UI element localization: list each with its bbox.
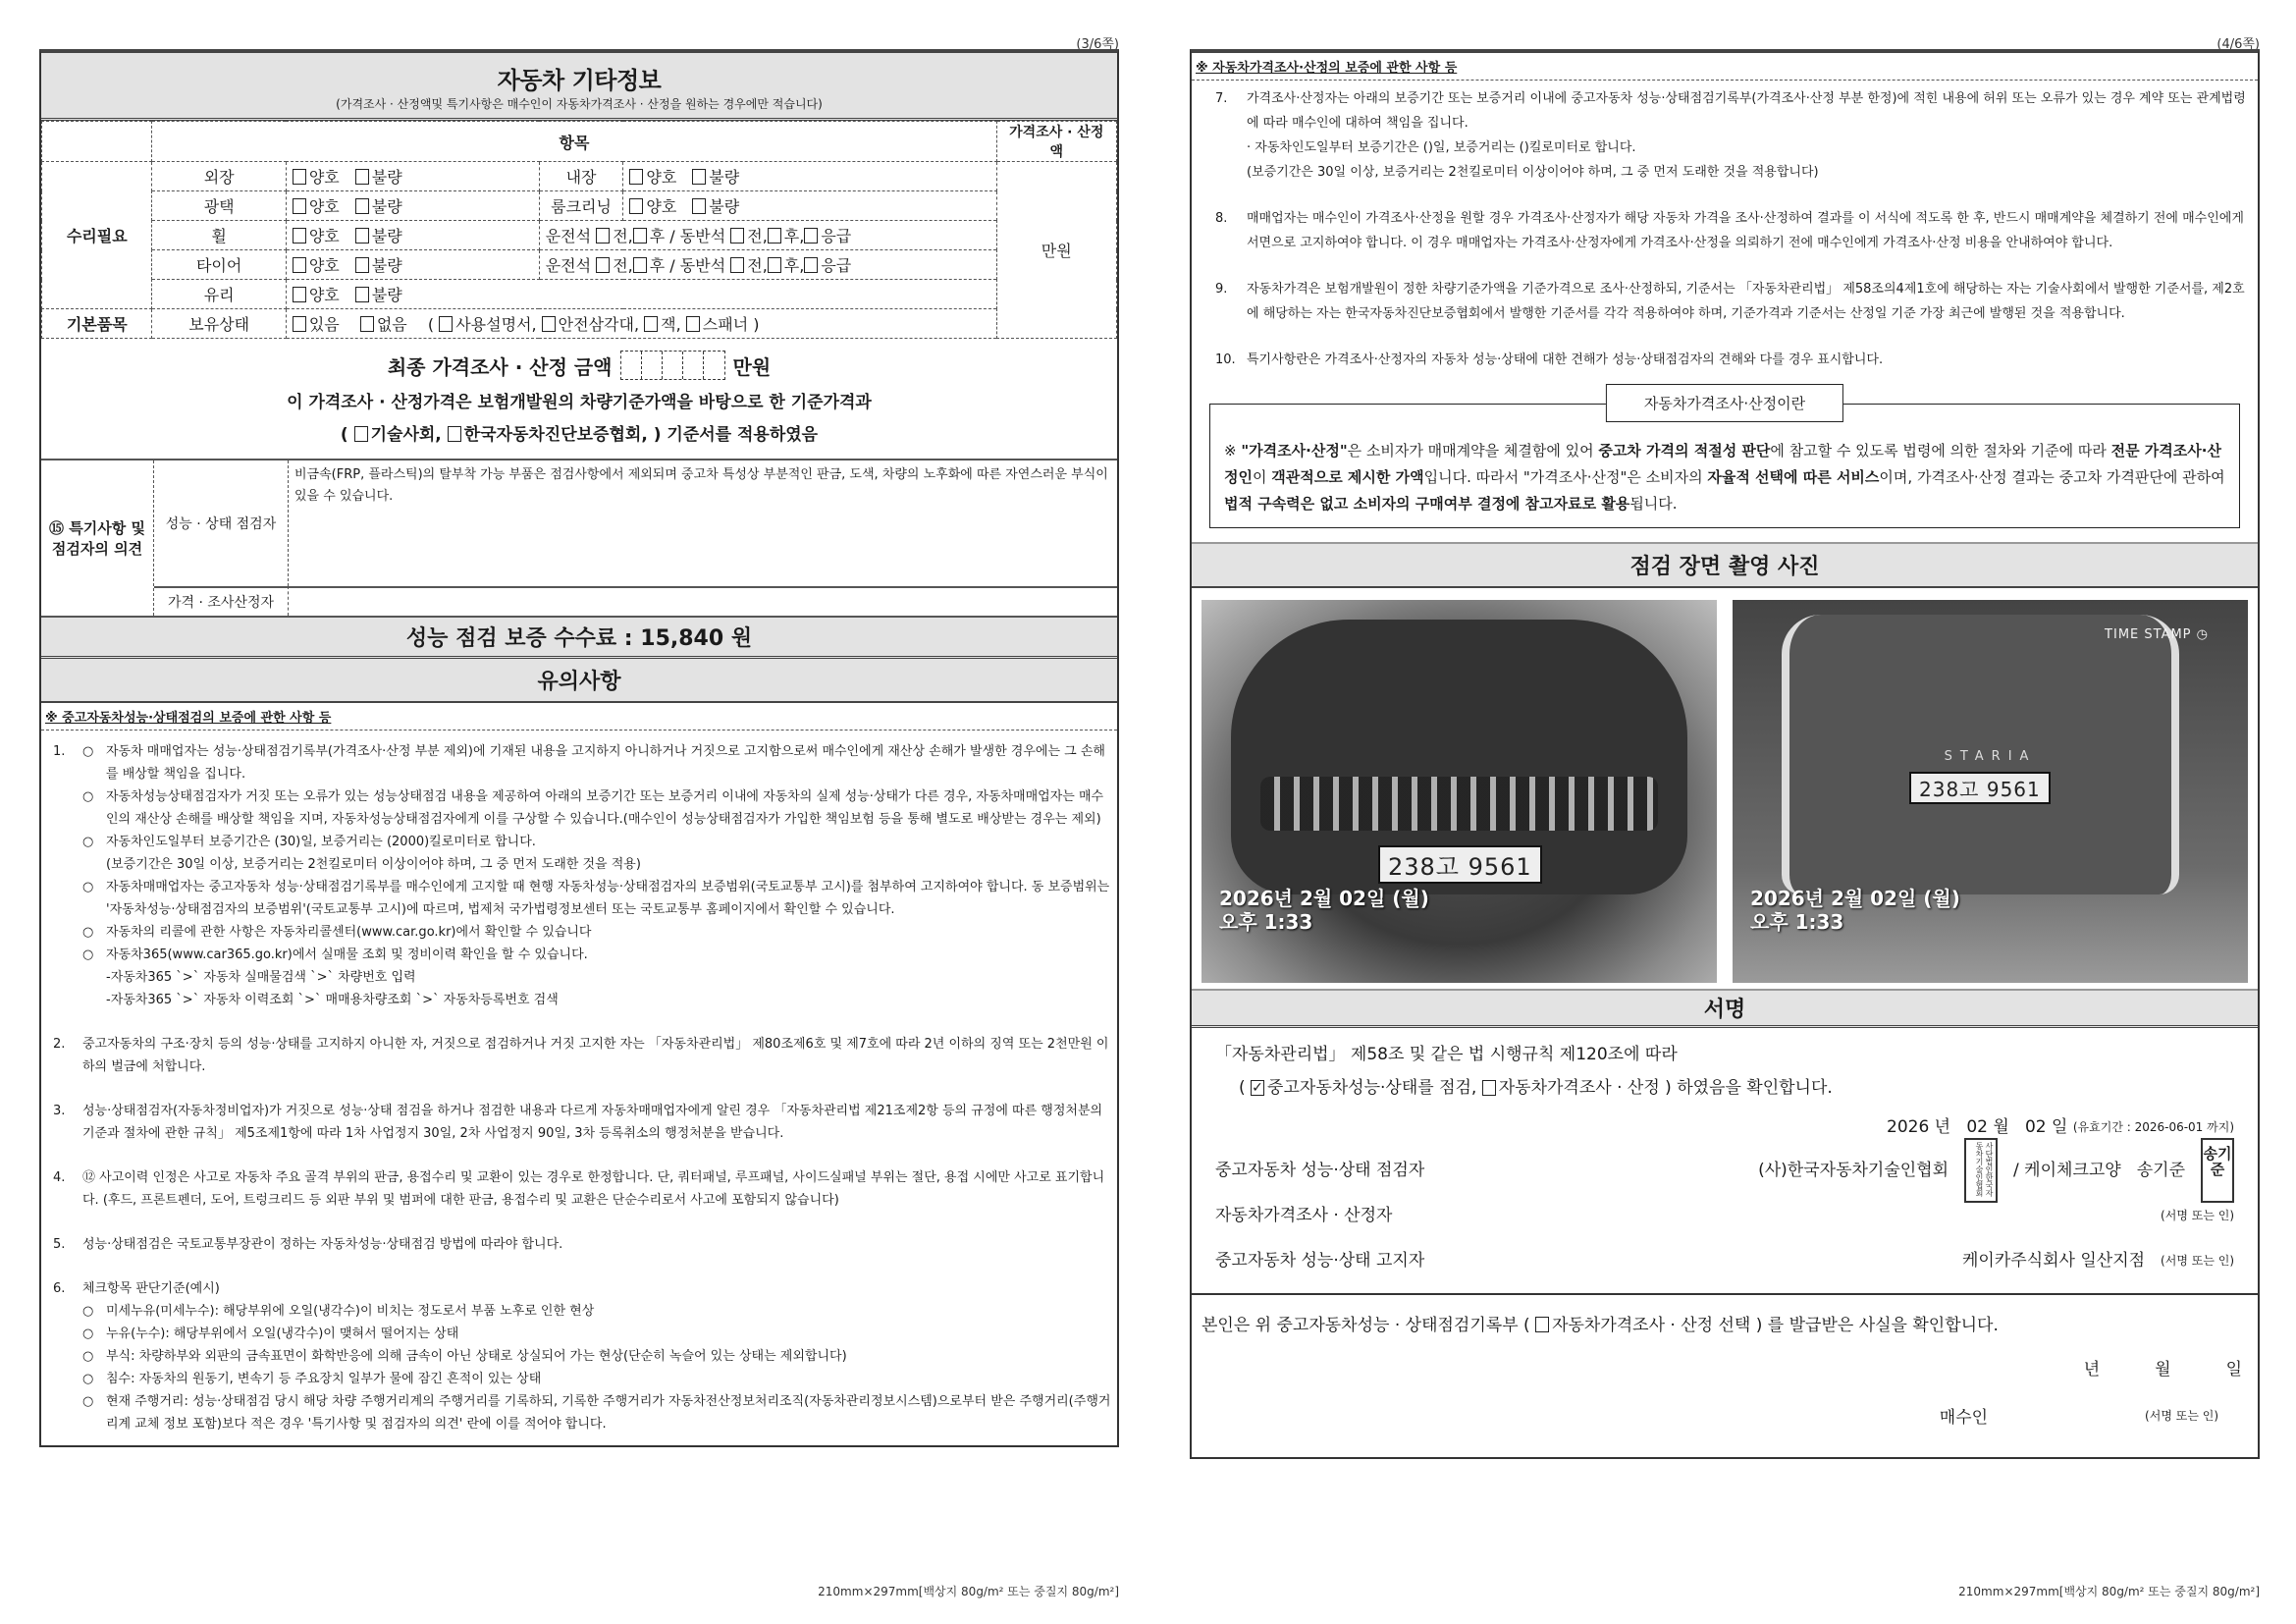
checkbox[interactable]	[542, 316, 556, 332]
final-price-label: 최종 가격조사 · 산정 금액	[387, 354, 613, 379]
appraisal-definition-box	[1209, 395, 2240, 528]
car-brand: STARIA	[1944, 749, 2037, 764]
checkbox[interactable]	[293, 169, 306, 185]
checkbox[interactable]	[692, 169, 706, 185]
signer-role: 중고자동차 성능·상태 고지자	[1215, 1251, 1425, 1271]
paper-size: 210mm×297mm[백상지 80g/m² 또는 중질지 80g/m²]	[1958, 1585, 2260, 1598]
checkbox[interactable]	[629, 198, 643, 214]
checkbox-diagnosis-assoc[interactable]	[448, 426, 461, 442]
car-grille	[1260, 777, 1658, 831]
receipt-date: 년 월 일	[2083, 1360, 2242, 1380]
checkbox-inspection[interactable]	[1251, 1080, 1264, 1096]
title-band	[41, 53, 1117, 121]
photo-rear[interactable]	[1733, 600, 2248, 983]
gloss-options: 양호 불량	[286, 191, 539, 221]
checkbox[interactable]	[633, 257, 647, 273]
signer-list	[1215, 1142, 2234, 1283]
checkbox[interactable]	[596, 257, 610, 273]
wheel-options: 양호 불량	[286, 221, 539, 250]
final-price-note: 이 가격조사 · 산정가격은 보험개발원의 차량기준가액을 바탕으로 한 기준가격과	[287, 393, 872, 412]
checkbox[interactable]	[293, 257, 306, 273]
inspector-signer: (사)한국자동차기술인협회 사단법인한국자동차기술인협회 / 케이체크고양 송기준 송기준	[1510, 1148, 2234, 1193]
buyer-signature: 매수인 (서명 또는 인)	[1939, 1408, 2218, 1428]
row-label-possession: 보유상태	[152, 309, 286, 339]
inspector-label: 성능 · 상태 점검자	[154, 460, 289, 586]
notice-item-10: 10. 특기사항란은 가격조사·산정자의 자동차 성능·상태에 대한 견해가 성능·상태점검자의 견해와 다를 경우 표시합니다.	[1215, 352, 1884, 367]
signature-date: 2026 년 02 월 02 일 (유효기간 : 2026-06-01 까지)	[1887, 1117, 2234, 1137]
notice-item-7: 7. 가격조사·산정자는 아래의 보증기간 또는 보증거리 이내에 중고자동차 성능·상태점검기록부(가격조사·산정 부분 한정)에 적힌 내용에 허위 또는 오류가 있는 경우 계약 또는 관계법령에 따라 매수인에 대하여 책임을 집니다. · 자동차인도일부터 보증기간은 ()일, 보증거리는 ()킬로미터로 합니다. (보증기간은 30일 이상, 보증거리는 2천킬로미터 이상이어야 하며, 그 중 먼저 도래한 것을 적용합니다)	[1215, 91, 2246, 180]
checkbox[interactable]	[686, 316, 700, 332]
signature-section	[1192, 1028, 2258, 1283]
checkbox[interactable]	[730, 228, 744, 244]
checkbox[interactable]	[293, 287, 306, 302]
special-notes-label: ⑮ 특기사항 및 점검자의 의견	[41, 460, 154, 616]
row-label-exterior: 외장	[152, 162, 286, 191]
receipt-confirm: 본인은 위 중고자동차성능 · 상태점검기록부 ( 자동차가격조사 · 산정 선택 ) 를 발급받은 사실을 확인합니다.	[1201, 1316, 1999, 1335]
inspector-opinion: 비금속(FRP, 플라스틱)의 탈부착 가능 부품은 점검사항에서 제외되며 중고차 특성상 부분적인 판금, 도색, 차량의 노후화에 따른 자연스러운 부식이 있을 수 있습니다.	[294, 467, 1108, 504]
appraiser-signer: (서명 또는 인)	[2161, 1209, 2234, 1222]
inspection-photos	[1192, 588, 2258, 989]
notifier-signer: 케이카주식회사 일산지점 (서명 또는 인)	[1962, 1251, 2234, 1271]
page-title: 자동차 기타정보	[497, 67, 662, 94]
checkbox[interactable]	[355, 169, 369, 185]
checkbox[interactable]	[692, 198, 706, 214]
notice-item-2: 2. 중고자동차의 구조·장치 등의 성능·상태를 고지하지 아니한 자, 거짓으로 점검하거나 거짓 고지한 자는 「자동차관리법」 제80조제6호 및 제7호에 따라 2년 이하의 징역 또는 2천만원 이하의 벌금에 처합니다.	[53, 1037, 1109, 1074]
row-label-interior: 내장	[539, 162, 623, 191]
timestamp-logo-icon: TIME STAMP ◷	[2105, 627, 2209, 642]
warranty-fee: 성능 점검 보증 수수료 : 15,840 원	[41, 618, 1117, 659]
box-body: ※ "가격조사·산정"은 소비자가 매매계약을 체결함에 있어 중고차 가격의 적절성 판단에 참고할 수 있도록 법령에 의한 절차와 기준에 따라 전문 가격조사·산정인이 객관적으로 제시한 가액입니다. 따라서 "가격조사·산정"은 소비자의 자율적 선택에 따른 서비스이며, 가격조사·산정 결과는 중고차 가격판단에 관하여 법적 구속력은 없고 소비자의 구매여부 결정에 참고자료로 활용됩니다.	[1209, 404, 2240, 528]
price-unit: 만원	[996, 162, 1116, 339]
row-label-glass: 유리	[152, 280, 286, 309]
checkbox[interactable]	[439, 316, 453, 332]
row-label-wheel: 휠	[152, 221, 286, 250]
photo-timestamp: 2026년 2월 02일 (월) 오후 1:33	[1750, 887, 1960, 934]
association-seal-icon: 사단법인한국자동차기술인협회	[1964, 1138, 1998, 1203]
group-basic: 기본품목	[42, 309, 152, 339]
checkbox[interactable]	[355, 198, 369, 214]
checkbox[interactable]	[293, 228, 306, 244]
left-frame	[39, 49, 1119, 1447]
interior-options: 양호 불량	[623, 162, 996, 191]
wheel-position: 운전석 전, 후 / 동반석 전, 후, 응급	[539, 221, 996, 250]
personal-seal-icon: 송기준	[2201, 1138, 2234, 1203]
signature-title: 서명	[1192, 989, 2258, 1028]
signer-role: 자동차가격조사 · 산정자	[1215, 1206, 1393, 1225]
photo-timestamp: 2026년 2월 02일 (월) 오후 1:33	[1219, 887, 1429, 934]
checkbox[interactable]	[355, 257, 369, 273]
box-title: 자동차가격조사·산정이란	[1606, 384, 1843, 422]
checkbox[interactable]	[768, 257, 781, 273]
license-plate: 238고 9561	[1378, 845, 1542, 884]
notice-item-5: 5. 성능·상태점검은 국토교통부장관이 정하는 자동차성능·상태점검 방법에 따라야 합니다.	[53, 1237, 563, 1252]
final-price-unit: 만원	[732, 354, 772, 379]
notice-item-6: 6. 체크항목 판단기준(예시) ○ 미세누유(미세누수): 해당부위에 오일(냉각수)이 비치는 정도로서 부품 노후로 인한 현상 ○ 누유(누수): 해당부위에서 오일(냉각수)이 맺혀서 떨어지는 상태 ○ 부식: 차량하부와 외판의 금속표면이 화학반응에 의해 금속이 아닌 상태로 상실되어 가는 현상(단순히 녹슬어 있는 상태는 제외합니다) ○ 침수: 자동차의 원동기, 변속기 등 주요장치 일부가 물에 잠긴 흔적이 있는 상태 ○ 현재 주행거리: 성능·상태점검 당시 해당 차량 주행거리계의 주행거리를 기록하되, 기록한 주행거리가 자동차전산정보처리조직(자동차관리정보시스템)으로부터 받은 주행거리(주행거리계 교체 정보 포함)보다 적은 경우 '특기사항 및 점검자의 의견' 란에 이를 적어야 합니다.	[53, 1281, 1111, 1432]
signer-role: 중고자동차 성능·상태 점검자	[1215, 1161, 1425, 1180]
section-head: ※ 자동차가격조사·산정의 보증에 관한 사항 등	[1192, 53, 2258, 81]
vehicle-info-table	[41, 121, 1117, 339]
notice-item-1: 1. ○ 자동차 매매업자는 성능·상태점검기록부(가격조사·산정 부분 제외)에 기재된 내용을 고지하지 아니하거나 거짓으로 고지함으로써 매수인에게 재산상 손해가 발생한 경우에는 그 손해를 배상할 책임을 집니다. ○ 자동차성능상태점검자가 거짓 또는 오류가 있는 성능상태점검 내용을 제공하여 아래의 보증기간 또는 보증거리 이내에 자동차의 실제 성능·상태가 다른 경우, 자동차매매업자는 매수인의 재산상 손해를 배상할 책임을 지며, 자동차성능상태점검자에게 이를 구상할 수 있습니다.(매수인이 성능상태점검자가 가입한 책임보험 등을 통해 별도로 배상받는 경우는 제외) ○ 자동차인도일부터 보증기간은 (30)일, 보증거리는 (2000)킬로미터로 합니다. (보증기간은 30일 이상, 보증거리는 2천킬로미터 이상이어야 하며, 그 중 먼저 도래한 것을 적용) ○ 자동차매매업자는 중고자동차 성능·상태점검기록부를 매수인에게 고지할 때 현행 자동차성능·상태점검자의 보증범위(국토교통부 고시)를 첨부하여 고지하여야 합니다. 동 보증범위는 '자동차성능·상태점검자의 보증범위'(국토교통부 고시)에 따르며, 법제처 국가법령정보센터 또는 국토교통부 홈페이지에서 확인할 수 있습니다. ○ 자동차의 리콜에 관한 사항은 자동차리콜센터(www.car.go.kr)에서 확인할 수 있습니다 ○ 자동차365(www.car365.go.kr)에서 실매물 조회 및 정비이력 확인을 할 수 있습니다. -자동차365 `>` 자동차 실매물검색 `>` 차량번호 입력 -자동차365 `>` 자동차 이력조회 `>` 매매용차량조회 `>` 자동차등록번호 검색	[53, 744, 1110, 1007]
tire-position: 운전석 전, 후 / 동반석 전, 후, 응급	[539, 250, 996, 280]
group-repair: 수리필요	[42, 162, 152, 309]
notice-item-8: 8. 매매업자는 매수인이 가격조사·산정을 원할 경우 가격조사·산정자가 해당 자동차 가격을 조사·산정하여 결과를 이 서식에 적도록 한 후, 반드시 매매계약을 체결하기 전에 매수인에게 서면으로 고지하여야 합니다. 이 경우 매매업자는 가격조사·산정자에게 가격조사·산정을 의뢰하기 전에 매수인에게 가격조사·산정 비용을 안내하여야 합니다.	[1215, 211, 2244, 250]
checkbox[interactable]	[633, 228, 647, 244]
page-subtitle: (가격조사 · 산정액및 특기사항은 매수인이 자동차가격조사 · 산정을 원하는 경우에만 적습니다)	[336, 97, 823, 111]
section-head: ※ 중고자동차성능·상태점검의 보증에 관한 사항 등	[41, 703, 1117, 731]
paper-size: 210mm×297mm[백상지 80g/m² 또는 중질지 80g/m²]	[818, 1585, 1119, 1598]
checkbox[interactable]	[644, 316, 658, 332]
checkbox[interactable]	[804, 257, 818, 273]
room-cleaning-options: 양호 불량	[623, 191, 996, 221]
right-frame	[1190, 49, 2260, 1459]
notice-title: 유의사항	[41, 659, 1117, 703]
tire-options: 양호 불량	[286, 250, 539, 280]
checkbox-appraisal-select[interactable]	[1535, 1317, 1549, 1332]
row-label-tire: 타이어	[152, 250, 286, 280]
license-plate: 238고 9561	[1909, 772, 2051, 804]
page-number: (4/6쪽)	[2216, 37, 2260, 52]
final-price-section	[41, 339, 1117, 460]
checkbox[interactable]	[768, 228, 781, 244]
possession-options: 있음 없음 ( 사용설명서, 안전삼각대, 잭, 스패너 )	[286, 309, 996, 339]
checkbox[interactable]	[293, 198, 306, 214]
photo-section-title: 점검 장면 촬영 사진	[1192, 542, 2258, 588]
glass-options: 양호 불량	[286, 280, 996, 309]
checkbox-appraisal[interactable]	[1482, 1080, 1496, 1096]
header-price: 가격조사 · 산정액	[996, 122, 1116, 162]
exterior-options: 양호 불량	[286, 162, 539, 191]
row-label-gloss: 광택	[152, 191, 286, 221]
checkbox-tech-society[interactable]	[354, 426, 368, 442]
notice-item-3: 3. 성능·상태점검자(자동차정비업자)가 거짓으로 성능·상태 점검을 하거나 점검한 내용과 다르게 자동차매매업자에게 알린 경우 「자동차관리법 제21조제2항 등의 규정에 따른 행정처분의 기준과 절차에 관한 규칙」 제5조제1항에 따라 1차 사업정지 30일, 2차 사업정지 90일, 3차 등록취소의 행정처분을 받습니다.	[53, 1104, 1103, 1141]
confirm-line: ( ✓ 중고자동차성능·상태를 점검, 자동차가격조사 · 산정 ) 하였음을 확인합니다.	[1215, 1071, 2234, 1105]
checkbox[interactable]	[355, 287, 369, 302]
checkbox[interactable]	[355, 228, 369, 244]
checkbox[interactable]	[804, 228, 818, 244]
checkbox[interactable]	[360, 316, 374, 332]
row-label-room-cleaning: 룸크리닝	[539, 191, 623, 221]
appraiser-label: 가격 · 조사산정자	[154, 586, 289, 616]
notice-list	[41, 731, 1117, 1445]
checkbox[interactable]	[596, 228, 610, 244]
header-item: 항목	[152, 122, 996, 162]
photo-front[interactable]	[1201, 600, 1717, 983]
notice-item-4: 4. ⑫ 사고이력 인정은 사고로 자동차 주요 골격 부위의 판금, 용접수리 및 교환이 있는 경우로 한정합니다. 단, 쿼터패널, 루프패널, 사이드실패널 부위는 절단, 용접 시에만 사고로 표기합니다. (후드, 프론트펜더, 도어, 트렁크리드 등 외판 부위 및 범퍼에 대한 판금, 용접수리 및 교환은 단순수리로서 사고에 포함되지 않습니다)	[53, 1170, 1105, 1208]
checkbox[interactable]	[629, 169, 643, 185]
checkbox[interactable]	[293, 316, 306, 332]
appraisal-notice-list	[1192, 86, 2258, 380]
checkbox[interactable]	[730, 257, 744, 273]
special-notes-table	[41, 460, 1117, 618]
appraiser-opinion	[289, 586, 1117, 616]
notice-item-9: 9. 자동차가격은 보험개발원이 정한 차량기준가액을 기준가격으로 조사·산정하되, 기준서는 「자동차관리법」 제58조의4제1호에 해당하는 자는 기술사회에서 발행한 기준서를, 제2호에 해당하는 자는 한국자동차진단보증협회에서 발행한 기준서를 각각 적용하여야 하며, 기준가격과 기준서는 산정일 기준 가장 최근에 발행된 것을 적용합니다.	[1215, 282, 2245, 321]
page-number: (3/6쪽)	[1076, 37, 1119, 52]
standard-selection: ( 기술사회, 한국자동차진단보증협회, ) 기준서를 적용하였음	[340, 425, 819, 445]
final-price-digits[interactable]	[620, 351, 725, 380]
law-line: 「자동차관리법」 제58조 및 같은 법 시행규칙 제120조에 따라	[1215, 1045, 1678, 1064]
